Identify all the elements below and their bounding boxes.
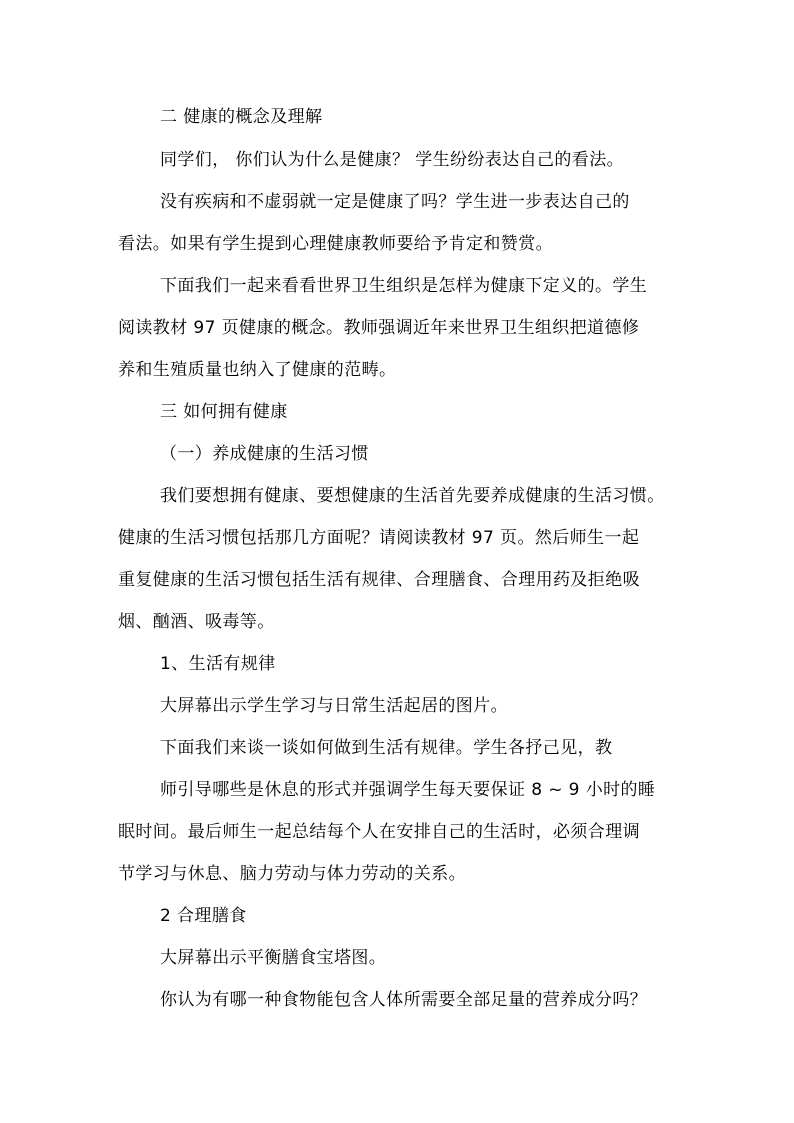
paragraph-line: 师引导哪些是休息的形式并强调学生每天要保证 8 ~ 9 小时的睡	[160, 780, 656, 800]
paragraph-line: 眠时间。最后师生一起总结每个人在安排自己的生活时，必须合理调	[118, 822, 640, 842]
paragraph-line: 看法。如果有学生提到心理健康教师要给予肯定和赞赏。	[118, 234, 553, 254]
section-heading-three: 三 如何拥有健康	[160, 402, 288, 422]
paragraph-line: 大屏幕出示学生学习与日常生活起居的图片。	[160, 696, 508, 716]
list-heading: 2 合理膳食	[160, 906, 247, 926]
paragraph-line: 大屏幕出示平衡膳食宝塔图。	[160, 948, 387, 968]
paragraph-line: 健康的生活习惯包括那几方面呢？请阅读教材 97 页。然后师生一起	[118, 528, 640, 548]
paragraph-line: 养和生殖质量也纳入了健康的范畴。	[118, 360, 397, 380]
paragraph-line: 下面我们一起来看看世界卫生组织是怎样为健康下定义的。学生	[160, 276, 648, 296]
list-heading: 1、生活有规律	[160, 654, 276, 674]
paragraph-line: 我们要想拥有健康、要想健康的生活首先要养成健康的生活习惯。	[160, 486, 665, 506]
paragraph-line: 阅读教材 97 页健康的概念。教师强调近年来世界卫生组织把道德修	[118, 318, 640, 338]
paragraph-line: 重复健康的生活习惯包括生活有规律、合理膳食、合理用药及拒绝吸	[118, 570, 640, 590]
paragraph-line: 烟、酗酒、吸毒等。	[118, 612, 275, 632]
paragraph-line: 没有疾病和不虚弱就一定是健康了吗？学生进一步表达自己的	[160, 192, 630, 212]
paragraph-line: 你认为有哪一种食物能包含人体所需要全部足量的营养成分吗？	[160, 990, 648, 1010]
paragraph-line: 节学习与休息、脑力劳动与体力劳动的关系。	[118, 864, 466, 884]
section-heading-two: 二 健康的概念及理解	[160, 107, 323, 127]
paragraph-line: 同学们， 你们认为什么是健康？ 学生纷纷表达自己的看法。	[160, 150, 625, 170]
paragraph-line: 下面我们来谈一谈如何做到生活有规律。学生各抒己见，教	[160, 738, 613, 758]
subsection-heading: （一）养成健康的生活习惯	[160, 444, 369, 464]
